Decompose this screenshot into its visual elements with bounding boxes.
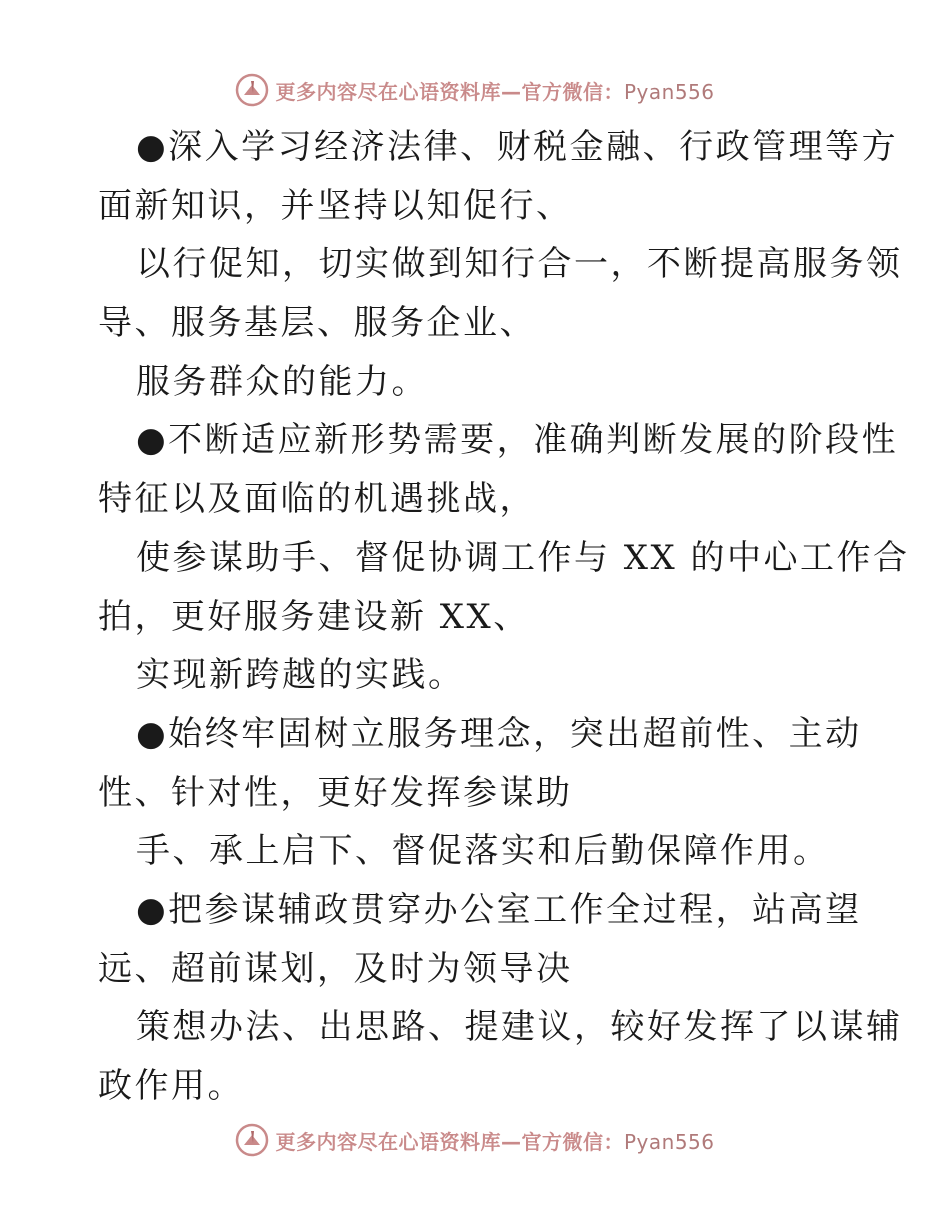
watermark-text: 更多内容尽在心语资料库—官方微信：Pyan556 xyxy=(275,79,715,104)
text-line: 性、针对性，更好发挥参谋助 xyxy=(98,772,573,813)
text-line: ●把参谋辅政贯穿办公室工作全过程，站高望 xyxy=(136,889,862,930)
text-line: ●始终牢固树立服务理念，突出超前性、主动 xyxy=(136,713,862,754)
text-line: 手、承上启下、督促落实和后勤保障作用。 xyxy=(136,831,830,872)
text-line: ●深入学习经济法律、财税金融、行政管理等方 xyxy=(136,127,899,167)
watermark-text: 更多内容尽在心语资料库—官方微信：Pyan556 xyxy=(275,1129,715,1154)
header-watermark xyxy=(0,70,950,110)
text-line: ●不断适应新形势需要，准确判断发展的阶段性 xyxy=(136,420,899,461)
text-line: 服务群众的能力。 xyxy=(136,361,428,402)
text-line: 导、服务基层、服务企业、 xyxy=(98,303,536,344)
text-line: 面新知识，并坚持以知促行、 xyxy=(98,185,573,226)
text-line: 拍，更好服务建设新 XX、 xyxy=(98,596,530,637)
text-line: 特征以及面临的机遇挑战， xyxy=(98,479,536,520)
text-line: 远、超前谋划，及时为领导决 xyxy=(98,948,573,989)
text-line: 政作用。 xyxy=(98,1066,244,1106)
text-line: 实现新跨越的实践。 xyxy=(136,655,465,696)
book-pen-icon xyxy=(235,1123,269,1157)
text-line: 以行促知，切实做到知行合一，不断提高服务领 xyxy=(136,244,903,285)
book-pen-icon xyxy=(235,73,269,107)
text-line: 使参谋助手、督促协调工作与 XX 的中心工作合 xyxy=(136,537,910,578)
document-body xyxy=(98,118,910,1116)
text-line: 策想办法、出思路、提建议，较好发挥了以谋辅 xyxy=(136,1007,903,1048)
footer-watermark xyxy=(0,1120,950,1160)
